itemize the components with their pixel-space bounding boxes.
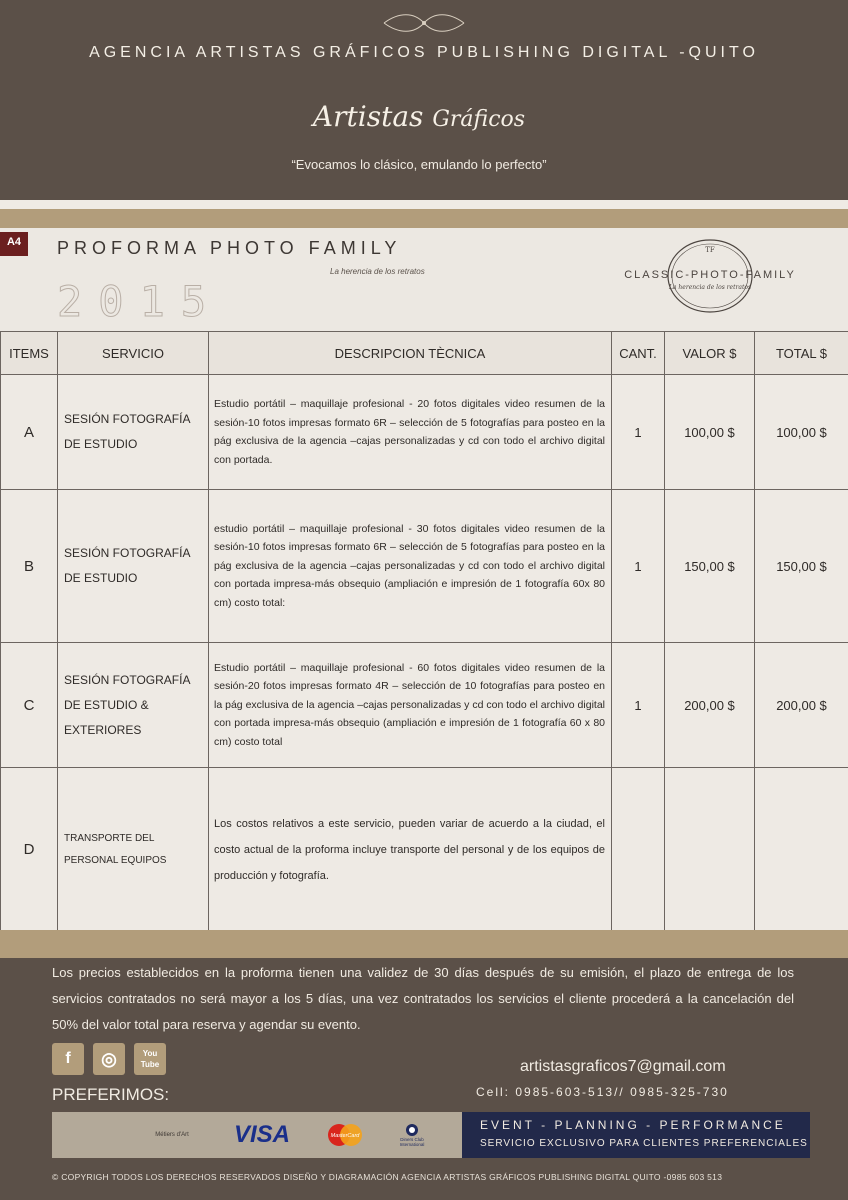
row-total: 100,00 $ <box>755 375 848 490</box>
size-badge: A4 <box>0 232 28 256</box>
row-qty: 1 <box>612 643 665 768</box>
prefer-label: PREFERIMOS: <box>52 1085 170 1104</box>
page-title: PROFORMA PHOTO FAMILY <box>57 238 402 258</box>
row-description: estudio portátil – maquillaje profesional - 30 fotos digitales video resumen de la sesión-10 fotos impresas formato 6R – selección de 5 fotografías para posteo en la pág exclusiva de la agencia –cajas personalizadas y cd con todo el archivo digital con portada impresa-más obsequio (ampliación e impresión de 1 fotografía 60x 80 cm) costo total: <box>209 490 612 643</box>
mastercard-label: MasterCard <box>330 1133 360 1139</box>
row-item: D <box>1 768 58 932</box>
diners-logo <box>392 1112 432 1158</box>
row-qty: 1 <box>612 490 665 643</box>
row-qty <box>612 768 665 932</box>
row-qty: 1 <box>612 375 665 490</box>
divider-gold <box>0 209 848 228</box>
divider-gold-bottom <box>0 930 848 958</box>
row-value <box>665 768 755 932</box>
event-banner <box>462 1112 810 1158</box>
diners-label: Diners Club International <box>399 1137 425 1147</box>
logo-name: CLASSIC-PHOTO-FAMILY <box>624 269 796 281</box>
metiers-logo: Métiers d'Art <box>155 1132 189 1138</box>
ornament-icon <box>374 10 474 36</box>
terms-note: Los precios establecidos en la proforma tienen una validez de 30 días después de su emisión, el plazo de entrega de los servicios contratados no será mayor a los 5 días, una vez contratados los servicios el cliente procederá a la cancelación del 50% del valor total para reserva y agendar su evento. <box>52 965 794 1032</box>
logo-sub: La herencia de los retratos <box>668 284 752 291</box>
header-qty: CANT. <box>612 332 665 375</box>
table-row <box>1 768 848 932</box>
row-total: 150,00 $ <box>755 490 848 643</box>
row-total <box>755 768 848 932</box>
email-link[interactable]: artistasgraficos7@gmail.com <box>520 1058 726 1075</box>
exclusive-service: SERVICIO EXCLUSIVO PARA CLIENTES PREFERENCIALES <box>480 1138 808 1149</box>
row-service: SESIÓN FOTOGRAFÍA DE ESTUDIO <box>58 375 209 490</box>
tagline: “Evocamos lo clásico, emulando lo perfecto” <box>291 157 547 172</box>
row-value: 150,00 $ <box>665 490 755 643</box>
header-value: VALOR $ <box>665 332 755 375</box>
event-slogan: EVENT - PLANNING - PERFORMANCE <box>480 1118 786 1132</box>
brand-sub: Gráficos <box>432 107 526 132</box>
row-total: 200,00 $ <box>755 643 848 768</box>
visa-logo: VISA <box>233 1121 290 1148</box>
header-total: TOTAL $ <box>755 332 848 375</box>
row-service: SESIÓN FOTOGRAFÍA DE ESTUDIO <box>58 490 209 643</box>
brand-logo-text <box>0 100 838 133</box>
phone-numbers: Cell: 0985-603-513// 0985-325-730 <box>476 1085 729 1099</box>
facebook-icon[interactable]: f <box>52 1043 84 1075</box>
youtube-icon[interactable]: You Tube <box>134 1043 166 1075</box>
instagram-icon[interactable]: ◎ <box>93 1043 125 1075</box>
table-row <box>1 643 848 768</box>
page-subtitle: La herencia de los retratos <box>330 267 425 276</box>
row-service: TRANSPORTE DEL PERSONAL EQUIPOS <box>58 768 209 932</box>
row-item: B <box>1 490 58 643</box>
header-description: DESCRIPCION TÈCNICA <box>209 332 612 375</box>
copyright: © COPYRIGH TODOS LOS DERECHOS RESERVADOS DISEÑO Y DIAGRAMACIÓN AGENCIA ARTISTAS GRÁFICOS PUBLISHING DIGITAL QUITO -0985 603 513 <box>52 1172 723 1182</box>
agency-name: AGENCIA ARTISTAS GRÁFICOS PUBLISHING DIGITAL -QUITO <box>89 44 759 61</box>
row-value: 100,00 $ <box>665 375 755 490</box>
row-item: A <box>1 375 58 490</box>
row-value: 200,00 $ <box>665 643 755 768</box>
header-service: SERVICIO <box>58 332 209 375</box>
payment-cards <box>52 1112 462 1158</box>
table-row <box>1 490 848 643</box>
classic-photo-family-logo <box>585 234 835 318</box>
header-items: ITEMS <box>1 332 58 375</box>
logo-top: TF <box>705 246 715 254</box>
row-item: C <box>1 643 58 768</box>
brand-main: Artistas <box>312 100 424 133</box>
table-row <box>1 375 848 490</box>
header <box>0 0 848 200</box>
row-description: Estudio portátil – maquillaje profesional - 60 fotos digitales video resumen de la sesión-20 fotos impresas formato 4R – selección de 10 fotografías para posteo en la pág exclusiva de la agencia –cajas personalizadas y cd con todo el archivo digital con portada impresa-más obsequio (ampliación e impresión de 1 fotografía 60 x 80 cm) costo total <box>209 643 612 768</box>
diners-icon <box>405 1123 419 1137</box>
row-description: Los costos relativos a este servicio, pueden variar de acuerdo a la ciudad, el costo actual de la proforma incluye transporte del personal y de los equipos de producción y fotografía. <box>209 768 612 932</box>
price-table <box>0 331 848 932</box>
table-header-row <box>1 332 848 375</box>
mastercard-icon <box>322 1112 368 1158</box>
row-service: SESIÓN FOTOGRAFÍA DE ESTUDIO & EXTERIORES <box>58 643 209 768</box>
row-description: Estudio portátil – maquillaje profesional - 20 fotos digitales video resumen de la sesión-10 fotos impresas formato 6R – selección de 5 fotografías para posteo en la pág exclusiva de la agencia –cajas personalizadas y cd con todo el archivo digital con portada. <box>209 375 612 490</box>
year: 2015 <box>57 277 223 326</box>
